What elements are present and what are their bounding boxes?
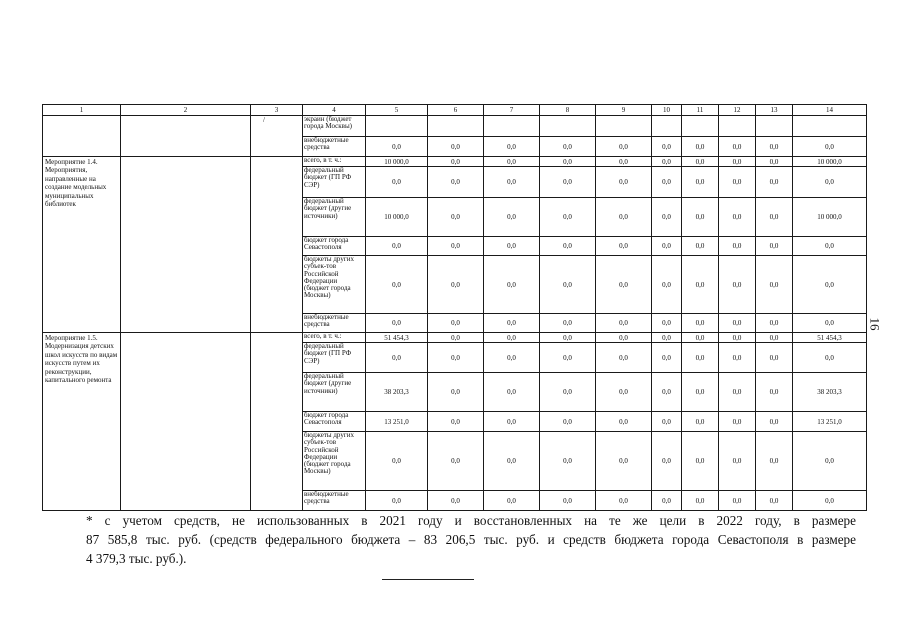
value-cell: 0,0 (793, 237, 867, 256)
header-cell: 10 (652, 105, 682, 116)
value-cell (596, 116, 652, 137)
value-cell: 0,0 (596, 237, 652, 256)
header-cell: 4 (303, 105, 366, 116)
value-cell: 0,0 (484, 343, 540, 373)
source-cell: федеральный бюджет (ГП РФ СЭР) (303, 343, 366, 373)
value-cell: 0,0 (652, 491, 682, 511)
value-cell: 0,0 (652, 256, 682, 314)
value-cell: 0,0 (596, 333, 652, 343)
source-cell: внебюджетные средства (303, 314, 366, 333)
footnote-rule (382, 579, 474, 580)
value-cell: 0,0 (682, 373, 719, 412)
value-cell: 0,0 (756, 137, 793, 157)
table-row (43, 333, 867, 343)
value-cell: 0,0 (719, 333, 756, 343)
value-cell: 0,0 (793, 432, 867, 491)
value-cell: 0,0 (540, 157, 596, 167)
header-cell: 3 (251, 105, 303, 116)
value-cell: 0,0 (652, 432, 682, 491)
value-cell: 0,0 (540, 314, 596, 333)
value-cell: 51 454,3 (366, 333, 428, 343)
value-cell: 0,0 (428, 491, 484, 511)
value-cell: 0,0 (719, 237, 756, 256)
value-cell: 0,0 (652, 343, 682, 373)
value-cell: 0,0 (756, 237, 793, 256)
value-cell: 0,0 (682, 256, 719, 314)
value-cell: 0,0 (596, 373, 652, 412)
value-cell: 0,0 (682, 314, 719, 333)
value-cell: 0,0 (652, 137, 682, 157)
value-cell: 0,0 (682, 333, 719, 343)
value-cell: 0,0 (682, 412, 719, 432)
value-cell: 0,0 (793, 491, 867, 511)
empty-cell (121, 157, 251, 333)
value-cell: 0,0 (719, 491, 756, 511)
event-cell: Мероприятие 1.4. Мероприятия, направленные на создание модельных муниципальных библиотек (43, 157, 121, 333)
value-cell: 0,0 (756, 412, 793, 432)
value-cell: 0,0 (428, 198, 484, 237)
value-cell: 0,0 (366, 256, 428, 314)
value-cell: 0,0 (793, 137, 867, 157)
value-cell: 0,0 (719, 137, 756, 157)
value-cell: 0,0 (366, 237, 428, 256)
value-cell: 0,0 (756, 343, 793, 373)
table-header-row (43, 105, 867, 116)
value-cell (793, 116, 867, 137)
value-cell: 0,0 (756, 167, 793, 198)
value-cell: 0,0 (428, 237, 484, 256)
value-cell: 0,0 (484, 256, 540, 314)
header-cell: 2 (121, 105, 251, 116)
value-cell: 0,0 (596, 412, 652, 432)
page-number: 16 (867, 317, 883, 331)
value-cell: 0,0 (366, 137, 428, 157)
value-cell: 0,0 (793, 167, 867, 198)
value-cell: 0,0 (719, 373, 756, 412)
event-cell (43, 116, 121, 157)
value-cell: 0,0 (719, 343, 756, 373)
value-cell (756, 116, 793, 137)
value-cell: 0,0 (596, 343, 652, 373)
value-cell: 0,0 (366, 343, 428, 373)
value-cell: 0,0 (484, 314, 540, 333)
value-cell (719, 116, 756, 137)
value-cell: 0,0 (756, 491, 793, 511)
value-cell: 0,0 (652, 198, 682, 237)
value-cell: 0,0 (756, 314, 793, 333)
value-cell: 0,0 (652, 314, 682, 333)
value-cell (428, 116, 484, 137)
footnote-line-1: * с учетом средств, не использованных в 2021 году и восстановленных на те же цели в 2022 году, в размере (86, 513, 856, 528)
header-cell: 14 (793, 105, 867, 116)
source-cell: бюджет города Севастополя (303, 412, 366, 432)
value-cell: 51 454,3 (793, 333, 867, 343)
value-cell: 0,0 (540, 333, 596, 343)
value-cell: 0,0 (428, 343, 484, 373)
header-cell: 9 (596, 105, 652, 116)
value-cell: 0,0 (484, 432, 540, 491)
value-cell: 0,0 (652, 333, 682, 343)
col3-cell: / (251, 116, 303, 157)
source-cell: внебюджетные средства (303, 137, 366, 157)
value-cell: 0,0 (428, 157, 484, 167)
value-cell: 0,0 (719, 432, 756, 491)
value-cell: 0,0 (756, 373, 793, 412)
value-cell: 0,0 (484, 167, 540, 198)
value-cell: 0,0 (428, 373, 484, 412)
source-cell: всего, в т. ч.: (303, 157, 366, 167)
value-cell: 0,0 (596, 491, 652, 511)
value-cell: 13 251,0 (366, 412, 428, 432)
value-cell: 0,0 (428, 256, 484, 314)
value-cell: 0,0 (596, 256, 652, 314)
value-cell: 0,0 (756, 256, 793, 314)
value-cell: 0,0 (540, 343, 596, 373)
value-cell: 0,0 (793, 343, 867, 373)
value-cell: 0,0 (719, 157, 756, 167)
value-cell: 0,0 (793, 256, 867, 314)
value-cell (540, 116, 596, 137)
value-cell: 10 000,0 (366, 157, 428, 167)
value-cell: 0,0 (682, 237, 719, 256)
value-cell: 0,0 (756, 157, 793, 167)
budget-table (42, 104, 867, 511)
footnote-line-2: 87 585,8 тыс. руб. (средств федерального бюджета – 83 206,5 тыс. руб. и средств бюджета города Севастополя в размере (86, 532, 856, 547)
value-cell: 0,0 (652, 167, 682, 198)
value-cell: 0,0 (428, 432, 484, 491)
value-cell: 0,0 (756, 432, 793, 491)
value-cell: 0,0 (793, 314, 867, 333)
value-cell: 0,0 (596, 137, 652, 157)
value-cell: 0,0 (596, 198, 652, 237)
value-cell: 0,0 (540, 491, 596, 511)
value-cell: 0,0 (484, 412, 540, 432)
source-cell: бюджет города Севастополя (303, 237, 366, 256)
value-cell: 0,0 (652, 157, 682, 167)
value-cell: 0,0 (540, 137, 596, 157)
value-cell: 0,0 (719, 256, 756, 314)
value-cell: 0,0 (719, 314, 756, 333)
event-cell: Мероприятие 1.5. Модернизация детских школ искусств по видам искусств путем их реконструкции, капитального ремонта (43, 333, 121, 511)
value-cell: 0,0 (596, 314, 652, 333)
col3-cell (251, 333, 303, 511)
source-cell: бюджеты других субъек-тов Российской Федерации (бюджет города Москвы) (303, 432, 366, 491)
value-cell: 0,0 (484, 333, 540, 343)
header-cell: 1 (43, 105, 121, 116)
value-cell: 0,0 (540, 237, 596, 256)
value-cell: 10 000,0 (793, 157, 867, 167)
value-cell: 0,0 (652, 237, 682, 256)
value-cell: 0,0 (719, 198, 756, 237)
value-cell: 0,0 (428, 333, 484, 343)
value-cell: 0,0 (428, 167, 484, 198)
value-cell: 0,0 (682, 167, 719, 198)
value-cell: 0,0 (719, 167, 756, 198)
value-cell: 0,0 (682, 343, 719, 373)
value-cell (484, 116, 540, 137)
header-cell: 7 (484, 105, 540, 116)
value-cell: 0,0 (484, 198, 540, 237)
table-row (43, 157, 867, 167)
value-cell: 0,0 (652, 373, 682, 412)
value-cell: 0,0 (428, 314, 484, 333)
value-cell: 0,0 (540, 198, 596, 237)
value-cell: 0,0 (484, 491, 540, 511)
value-cell: 0,0 (540, 373, 596, 412)
value-cell: 0,0 (484, 237, 540, 256)
value-cell: 38 203,3 (366, 373, 428, 412)
value-cell: 0,0 (540, 167, 596, 198)
header-cell: 8 (540, 105, 596, 116)
value-cell: 0,0 (596, 167, 652, 198)
value-cell: 0,0 (652, 412, 682, 432)
header-cell: 6 (428, 105, 484, 116)
value-cell: 0,0 (484, 137, 540, 157)
source-cell: федеральный бюджет (ГП РФ СЭР) (303, 167, 366, 198)
value-cell: 38 203,3 (793, 373, 867, 412)
header-cell: 5 (366, 105, 428, 116)
value-cell: 0,0 (540, 412, 596, 432)
value-cell (366, 116, 428, 137)
col3-cell (251, 157, 303, 333)
empty-cell (121, 333, 251, 511)
value-cell: 0,0 (719, 412, 756, 432)
source-cell: бюджеты других субъек-тов Российской Федерации (бюджет города Москвы) (303, 256, 366, 314)
value-cell (682, 116, 719, 137)
value-cell: 0,0 (540, 432, 596, 491)
source-cell: всего, в т. ч.: (303, 333, 366, 343)
value-cell: 0,0 (540, 256, 596, 314)
value-cell: 0,0 (596, 432, 652, 491)
value-cell: 0,0 (682, 157, 719, 167)
value-cell: 0,0 (596, 157, 652, 167)
value-cell: 0,0 (484, 373, 540, 412)
empty-cell (121, 116, 251, 157)
value-cell: 0,0 (756, 198, 793, 237)
value-cell: 0,0 (428, 412, 484, 432)
value-cell: 0,0 (366, 314, 428, 333)
footnote-line-3: 4 379,3 тыс. руб.). (86, 551, 187, 566)
value-cell: 0,0 (682, 198, 719, 237)
header-cell: 12 (719, 105, 756, 116)
value-cell: 0,0 (366, 491, 428, 511)
source-cell: федеральный бюджет (другие источники) (303, 198, 366, 237)
value-cell: 10 000,0 (793, 198, 867, 237)
source-cell: экраин (бюджет города Москвы) (303, 116, 366, 137)
value-cell: 0,0 (682, 137, 719, 157)
source-cell: внебюджетные средства (303, 491, 366, 511)
value-cell: 0,0 (366, 167, 428, 198)
value-cell: 0,0 (428, 137, 484, 157)
header-cell: 13 (756, 105, 793, 116)
value-cell: 0,0 (756, 333, 793, 343)
value-cell: 0,0 (682, 491, 719, 511)
table-row (43, 116, 867, 137)
value-cell: 10 000,0 (366, 198, 428, 237)
value-cell: 0,0 (484, 157, 540, 167)
value-cell: 0,0 (366, 432, 428, 491)
value-cell: 13 251,0 (793, 412, 867, 432)
source-cell: федеральный бюджет (другие источники) (303, 373, 366, 412)
value-cell (652, 116, 682, 137)
value-cell: 0,0 (682, 432, 719, 491)
header-cell: 11 (682, 105, 719, 116)
